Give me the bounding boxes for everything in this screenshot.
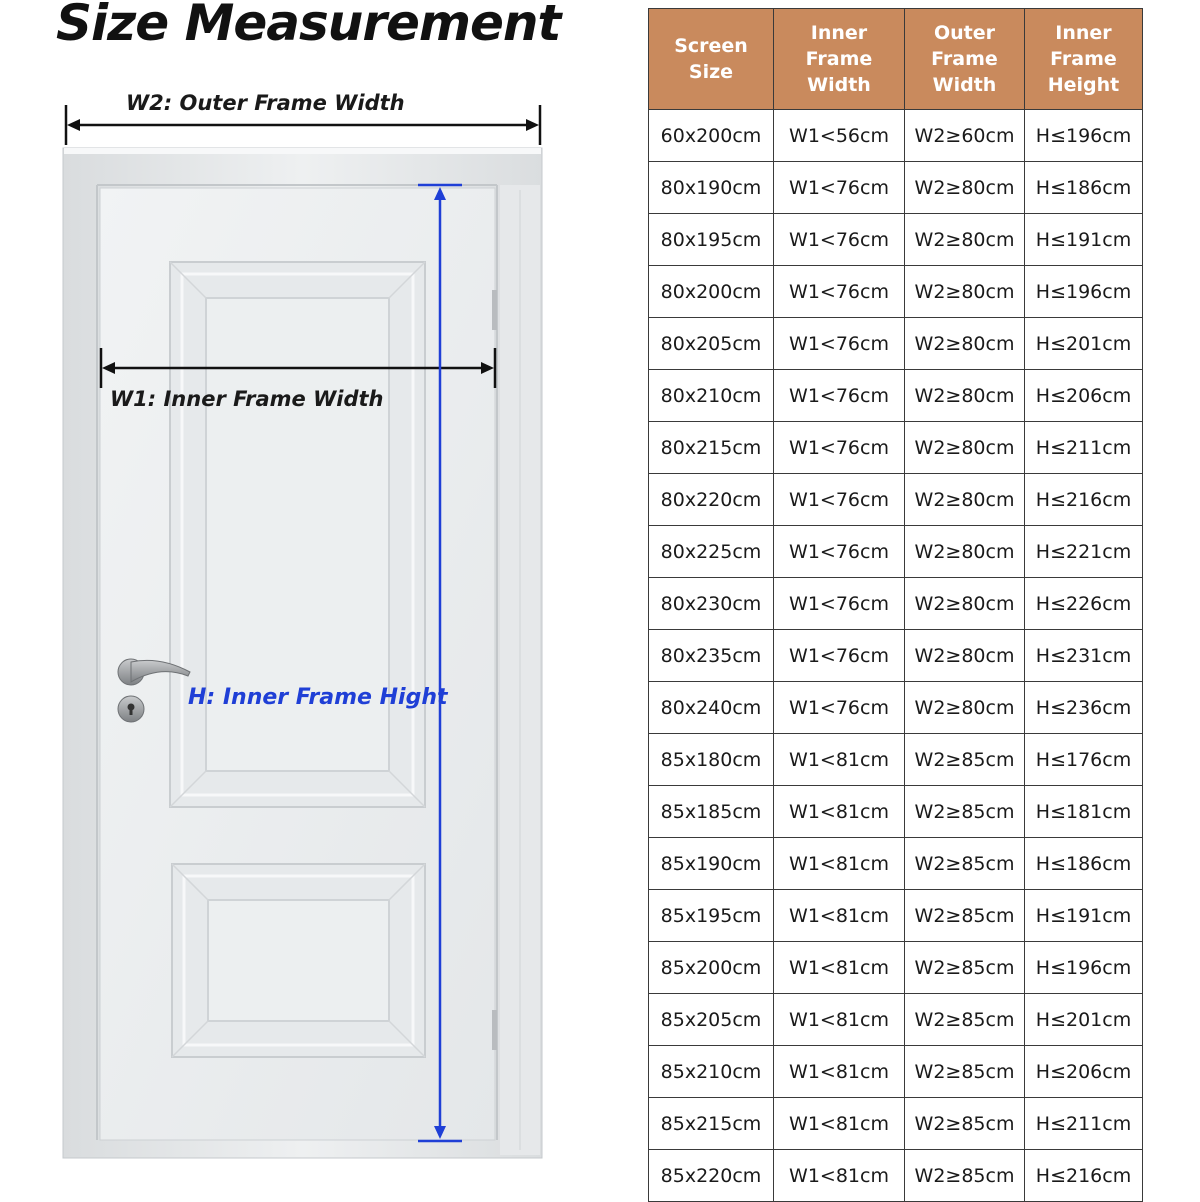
cell-inner-frame-width: W1<81cm (774, 890, 905, 942)
cell-inner-frame-width: W1<76cm (774, 578, 905, 630)
cell-outer-frame-width: W2≥80cm (905, 526, 1025, 578)
cell-screen-size: 85x205cm (649, 994, 774, 1046)
cell-inner-frame-width: W1<76cm (774, 266, 905, 318)
cell-inner-frame-height: H≤181cm (1025, 786, 1143, 838)
outer-width-label: W2: Outer Frame Width (126, 91, 405, 115)
cell-screen-size: 80x195cm (649, 214, 774, 266)
header-screen-size: Screen Size (649, 9, 774, 110)
table-row (649, 838, 1143, 890)
cell-outer-frame-width: W2≥60cm (905, 110, 1025, 162)
cell-inner-frame-width: W1<76cm (774, 162, 905, 214)
cell-outer-frame-width: W2≥80cm (905, 422, 1025, 474)
cell-inner-frame-width: W1<76cm (774, 682, 905, 734)
cell-screen-size: 60x200cm (649, 110, 774, 162)
cell-screen-size: 80x215cm (649, 422, 774, 474)
cell-inner-frame-height: H≤196cm (1025, 266, 1143, 318)
header-inner-frame-height: Inner Frame Height (1025, 9, 1143, 110)
cell-outer-frame-width: W2≥85cm (905, 1150, 1025, 1202)
table-row (649, 1046, 1143, 1098)
lower-panel (172, 864, 425, 1057)
cell-inner-frame-height: H≤206cm (1025, 1046, 1143, 1098)
cell-inner-frame-height: H≤206cm (1025, 370, 1143, 422)
cell-inner-frame-height: H≤211cm (1025, 422, 1143, 474)
cell-inner-frame-width: W1<76cm (774, 526, 905, 578)
table-header-row (649, 9, 1143, 110)
cell-outer-frame-width: W2≥85cm (905, 786, 1025, 838)
cell-outer-frame-width: W2≥80cm (905, 578, 1025, 630)
cell-inner-frame-height: H≤211cm (1025, 1098, 1143, 1150)
door-illustration (0, 80, 600, 1200)
page-title: Size Measurement (56, 0, 561, 52)
table-row (649, 526, 1143, 578)
cell-screen-size: 80x230cm (649, 578, 774, 630)
cell-outer-frame-width: W2≥85cm (905, 838, 1025, 890)
cell-inner-frame-height: H≤216cm (1025, 474, 1143, 526)
cell-inner-frame-width: W1<81cm (774, 1046, 905, 1098)
cell-inner-frame-height: H≤186cm (1025, 162, 1143, 214)
inner-width-label: W1: Inner Frame Width (110, 387, 384, 411)
cell-screen-size: 80x200cm (649, 266, 774, 318)
table-row (649, 370, 1143, 422)
cell-inner-frame-width: W1<81cm (774, 994, 905, 1046)
cell-inner-frame-width: W1<76cm (774, 630, 905, 682)
cell-screen-size: 85x195cm (649, 890, 774, 942)
cell-inner-frame-height: H≤196cm (1025, 942, 1143, 994)
table-body (649, 110, 1143, 1202)
cell-screen-size: 85x190cm (649, 838, 774, 890)
table-row (649, 266, 1143, 318)
table-row (649, 162, 1143, 214)
size-table (648, 8, 1143, 1202)
cell-outer-frame-width: W2≥80cm (905, 214, 1025, 266)
header-outer-frame-width: Outer Frame Width (905, 9, 1025, 110)
cell-outer-frame-width: W2≥80cm (905, 318, 1025, 370)
cell-outer-frame-width: W2≥80cm (905, 370, 1025, 422)
cell-inner-frame-width: W1<81cm (774, 838, 905, 890)
cell-screen-size: 85x185cm (649, 786, 774, 838)
cell-inner-frame-height: H≤196cm (1025, 110, 1143, 162)
cell-screen-size: 85x180cm (649, 734, 774, 786)
cell-inner-frame-width: W1<76cm (774, 474, 905, 526)
table-row (649, 214, 1143, 266)
cell-outer-frame-width: W2≥80cm (905, 162, 1025, 214)
table-row (649, 578, 1143, 630)
cell-inner-frame-width: W1<76cm (774, 214, 905, 266)
table-row (649, 786, 1143, 838)
table-row (649, 994, 1143, 1046)
cell-screen-size: 80x225cm (649, 526, 774, 578)
inner-height-label: H: Inner Frame Hight (188, 685, 448, 710)
cell-inner-frame-width: W1<81cm (774, 1098, 905, 1150)
cell-inner-frame-height: H≤216cm (1025, 1150, 1143, 1202)
cell-inner-frame-width: W1<81cm (774, 942, 905, 994)
header-inner-frame-width: Inner Frame Width (774, 9, 905, 110)
cell-outer-frame-width: W2≥85cm (905, 994, 1025, 1046)
upper-panel (170, 262, 425, 807)
table-row (649, 474, 1143, 526)
cell-screen-size: 80x210cm (649, 370, 774, 422)
cell-inner-frame-width: W1<76cm (774, 422, 905, 474)
table-row (649, 422, 1143, 474)
cell-screen-size: 85x200cm (649, 942, 774, 994)
cell-inner-frame-height: H≤191cm (1025, 214, 1143, 266)
table-row (649, 890, 1143, 942)
cell-inner-frame-height: H≤186cm (1025, 838, 1143, 890)
cell-screen-size: 80x220cm (649, 474, 774, 526)
cell-outer-frame-width: W2≥80cm (905, 266, 1025, 318)
cell-screen-size: 80x240cm (649, 682, 774, 734)
cell-inner-frame-width: W1<56cm (774, 110, 905, 162)
cell-outer-frame-width: W2≥85cm (905, 1098, 1025, 1150)
table-row (649, 942, 1143, 994)
cell-outer-frame-width: W2≥85cm (905, 1046, 1025, 1098)
cell-outer-frame-width: W2≥80cm (905, 474, 1025, 526)
cell-screen-size: 85x220cm (649, 1150, 774, 1202)
table-row (649, 1150, 1143, 1202)
cell-screen-size: 80x235cm (649, 630, 774, 682)
table-row (649, 1098, 1143, 1150)
table-row (649, 318, 1143, 370)
cell-screen-size: 80x190cm (649, 162, 774, 214)
cell-inner-frame-height: H≤221cm (1025, 526, 1143, 578)
cell-inner-frame-width: W1<81cm (774, 786, 905, 838)
cell-inner-frame-height: H≤236cm (1025, 682, 1143, 734)
cell-inner-frame-height: H≤191cm (1025, 890, 1143, 942)
table-row (649, 734, 1143, 786)
cell-inner-frame-width: W1<76cm (774, 318, 905, 370)
cell-outer-frame-width: W2≥85cm (905, 942, 1025, 994)
table-row (649, 110, 1143, 162)
cell-inner-frame-height: H≤201cm (1025, 994, 1143, 1046)
cell-outer-frame-width: W2≥85cm (905, 890, 1025, 942)
cell-outer-frame-width: W2≥80cm (905, 630, 1025, 682)
cell-screen-size: 85x210cm (649, 1046, 774, 1098)
cell-outer-frame-width: W2≥85cm (905, 734, 1025, 786)
table-row (649, 682, 1143, 734)
cell-screen-size: 80x205cm (649, 318, 774, 370)
cell-inner-frame-height: H≤176cm (1025, 734, 1143, 786)
cell-inner-frame-width: W1<81cm (774, 1150, 905, 1202)
cell-inner-frame-height: H≤231cm (1025, 630, 1143, 682)
cell-screen-size: 85x215cm (649, 1098, 774, 1150)
cell-inner-frame-height: H≤226cm (1025, 578, 1143, 630)
cell-outer-frame-width: W2≥80cm (905, 682, 1025, 734)
cell-inner-frame-height: H≤201cm (1025, 318, 1143, 370)
cell-inner-frame-width: W1<76cm (774, 370, 905, 422)
table-row (649, 630, 1143, 682)
cell-inner-frame-width: W1<81cm (774, 734, 905, 786)
